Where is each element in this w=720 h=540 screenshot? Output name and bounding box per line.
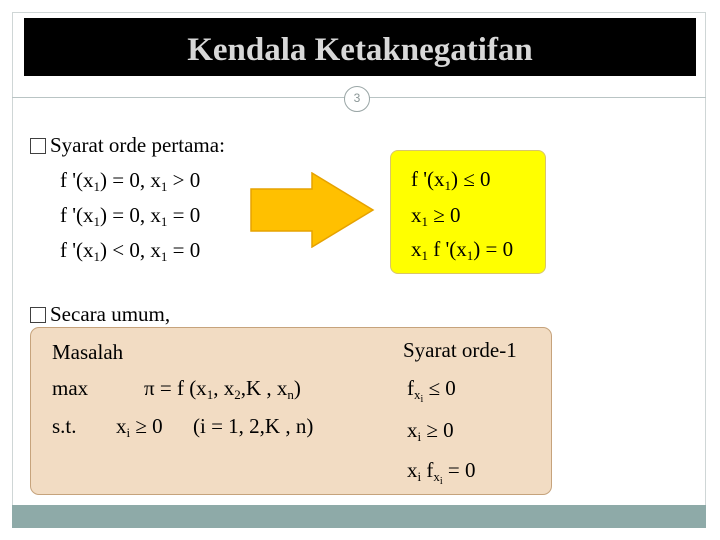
condition-nonnegative: xi ≥ 0	[407, 418, 454, 444]
bullet-text: Syarat orde pertama:	[50, 133, 225, 157]
condition-2: $x_1 \ge 0$	[411, 203, 461, 229]
condition-complementary: xi $fx_i = 0$	[407, 458, 476, 487]
problem-header: Masalah	[52, 340, 124, 364]
checkbox-bullet-icon	[30, 307, 46, 323]
max-label: max	[52, 376, 89, 400]
objective-function: π = f (x1, x2,K , xn)	[144, 376, 301, 402]
case-line-1: f '$(x_1) = 0$, $x_1 > 0$	[60, 168, 201, 194]
right-arrow-icon	[250, 172, 376, 248]
conditions-header: Syarat orde-1	[403, 338, 517, 362]
index-range: (i = 1, 2,K , n)	[193, 414, 314, 438]
nonnegativity-constraint: xi ≥ 0	[116, 414, 163, 440]
case-line-3: f '$(x_1) < 0$, $x_1 = 0$	[60, 238, 201, 264]
bullet-general	[30, 302, 170, 327]
bullet-first-order	[30, 133, 225, 158]
condition-3: $x_1$ f '$(x_1) = 0$	[411, 237, 514, 263]
condition-1: f '$(x_1) \le 0$	[411, 167, 491, 193]
page-number: 3	[353, 91, 361, 105]
first-order-conditions-box	[390, 150, 546, 274]
condition-derivative: $fx_i \le 0$	[407, 376, 456, 405]
case-line-2: f '$(x_1) = 0$, $x_1 = 0$	[60, 203, 201, 229]
slide-title: Kendala Ketaknegatifan	[187, 32, 533, 68]
title-bar	[24, 18, 696, 76]
checkbox-bullet-icon	[30, 138, 46, 154]
bullet-text: Secara umum,	[50, 302, 171, 326]
footer-bar	[12, 505, 706, 528]
st-label: s.t.	[52, 414, 77, 438]
general-problem-box	[30, 327, 552, 495]
page-number-badge	[344, 86, 370, 112]
